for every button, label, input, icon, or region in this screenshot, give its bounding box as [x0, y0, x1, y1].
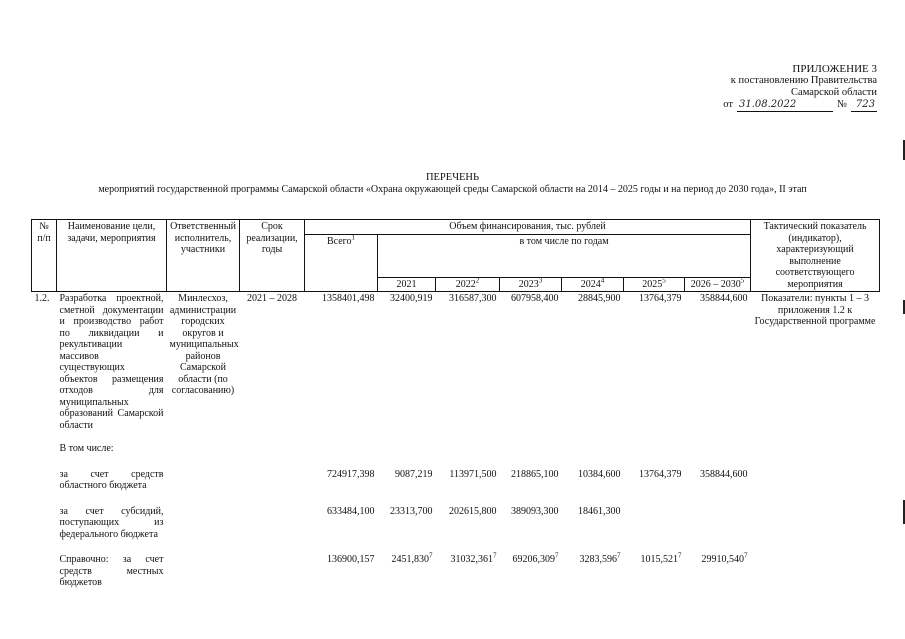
cell-total: 633484,100 — [327, 505, 375, 517]
funding-table — [31, 219, 880, 590]
row-spacer — [32, 541, 880, 553]
cell-name: Справочно: за счет средств местных бюджетов — [59, 554, 164, 588]
cell-2026: 358844,600 — [700, 293, 748, 304]
header-year: 2022$^2$ — [436, 277, 500, 292]
cell-2022: 202615,800 — [449, 505, 497, 517]
cell-2021: 9087,219 — [395, 468, 433, 480]
cell-2026: 358844,600 — [700, 468, 748, 480]
cell-2026: 29910,540$^7$ — [701, 551, 748, 565]
cell-2021: 2451,830$^7$ — [391, 551, 433, 565]
cell-name: за счет субсидий, поступающих из федерального бюджета — [59, 505, 164, 540]
row-name-text: Разработка проектной, сметной документации и производство работ по ликвидации и рекультивации массивов существующих объектов размещения отходов для муниципальных образований Самарской области — [59, 293, 164, 431]
header-period: Срок реализации, годы — [240, 220, 305, 292]
date-value: 31.08.2022 — [737, 99, 833, 112]
appendix-line-2: Самарской области — [791, 87, 877, 98]
header-num: № п/п — [32, 220, 57, 292]
cell-2022: 113971,500 — [449, 468, 497, 480]
appendix-block — [723, 63, 877, 112]
header-indicator: Тактический показатель (индикатор), характеризующий выполнение соответствующего мероприятия — [751, 220, 880, 292]
number-value: 723 — [851, 99, 877, 112]
cell-2025: 1015,521$^7$ — [640, 551, 682, 565]
including-label: В том числе: — [59, 443, 114, 454]
document-title — [0, 172, 905, 196]
cell-2025 — [624, 505, 685, 542]
cell-executor: Минлесхоз, администрации городских округов и муниципальных районов Самарской области (по согласованию) — [169, 293, 239, 396]
header-total-sup: 1 — [351, 233, 356, 242]
header-year: 2023$^3$ — [500, 277, 562, 292]
header-executor: Ответственный исполнитель, участники — [167, 220, 240, 292]
number-prefix: № — [836, 99, 847, 110]
cell-total: 136900,157 — [327, 554, 375, 565]
cell-2023: 218865,100 — [511, 468, 559, 480]
header-funding: Объем финансирования, тыс. рублей — [305, 220, 751, 235]
header-row-1 — [32, 220, 880, 235]
cell-2024: 28845,900 — [578, 293, 621, 304]
cell-num: 1.2. — [34, 293, 50, 304]
appendix-dateline — [723, 99, 877, 112]
cell-2023: 607958,400 — [511, 293, 559, 304]
table-row-sub — [32, 553, 880, 590]
table-row-sub — [32, 505, 880, 542]
header-by-years: в том числе по годам — [378, 234, 751, 277]
table-row-main — [32, 292, 880, 456]
row-spacer — [32, 456, 880, 468]
cell-total: 1358401,498 — [322, 293, 375, 304]
appendix-line-1: к постановлению Правительства — [730, 75, 877, 86]
table-row-sub — [32, 468, 880, 493]
header-total-label: Всего — [326, 235, 352, 247]
cell-2023: 389093,300 — [511, 505, 559, 517]
cell-indicator: Показатели: пункты 1 – 3 приложения 1.2 к Государственной программе — [754, 293, 876, 327]
cell-2023: 69206,309$^7$ — [512, 551, 559, 565]
header-year: 2021 — [378, 277, 436, 292]
cell-2021: 23313,700 — [390, 505, 433, 517]
cell-period: 2021 – 2028 — [247, 293, 297, 304]
title-subtitle: мероприятий государственной программы Самарской области «Охрана окружающей среды Самарской области на 2014 – 2025 годы и на период до 2030 года», II этап — [98, 184, 807, 195]
header-year: 2026 – 2030$^5$ — [685, 277, 751, 292]
row-spacer — [32, 493, 880, 505]
title-heading: ПЕРЕЧЕНЬ — [425, 172, 480, 183]
cell-2026 — [685, 505, 751, 542]
cell-2024: 18461,300 — [578, 505, 621, 517]
cell-2024: 3283,596$^7$ — [579, 551, 621, 565]
cell-2025: 13764,379 — [639, 468, 682, 480]
cell-total: 724917,398 — [327, 468, 375, 480]
cell-2022: 316587,300 — [449, 293, 497, 304]
appendix-title: ПРИЛОЖЕНИЕ 3 — [792, 63, 877, 75]
header-name: Наименование цели, задачи, мероприятия — [57, 220, 167, 292]
cell-2021: 32400,919 — [390, 293, 433, 304]
header-year: 2025$^5$ — [624, 277, 685, 292]
cell-2024: 10384,600 — [578, 468, 621, 480]
cell-2022: 31032,361$^7$ — [450, 551, 497, 565]
header-total — [305, 234, 378, 292]
date-prefix: от — [723, 99, 733, 110]
cell-name: за счет средств областного бюджета — [59, 468, 164, 491]
cell-2025: 13764,379 — [639, 293, 682, 304]
cell-name — [57, 292, 167, 456]
header-year: 2024$^4$ — [562, 277, 624, 292]
